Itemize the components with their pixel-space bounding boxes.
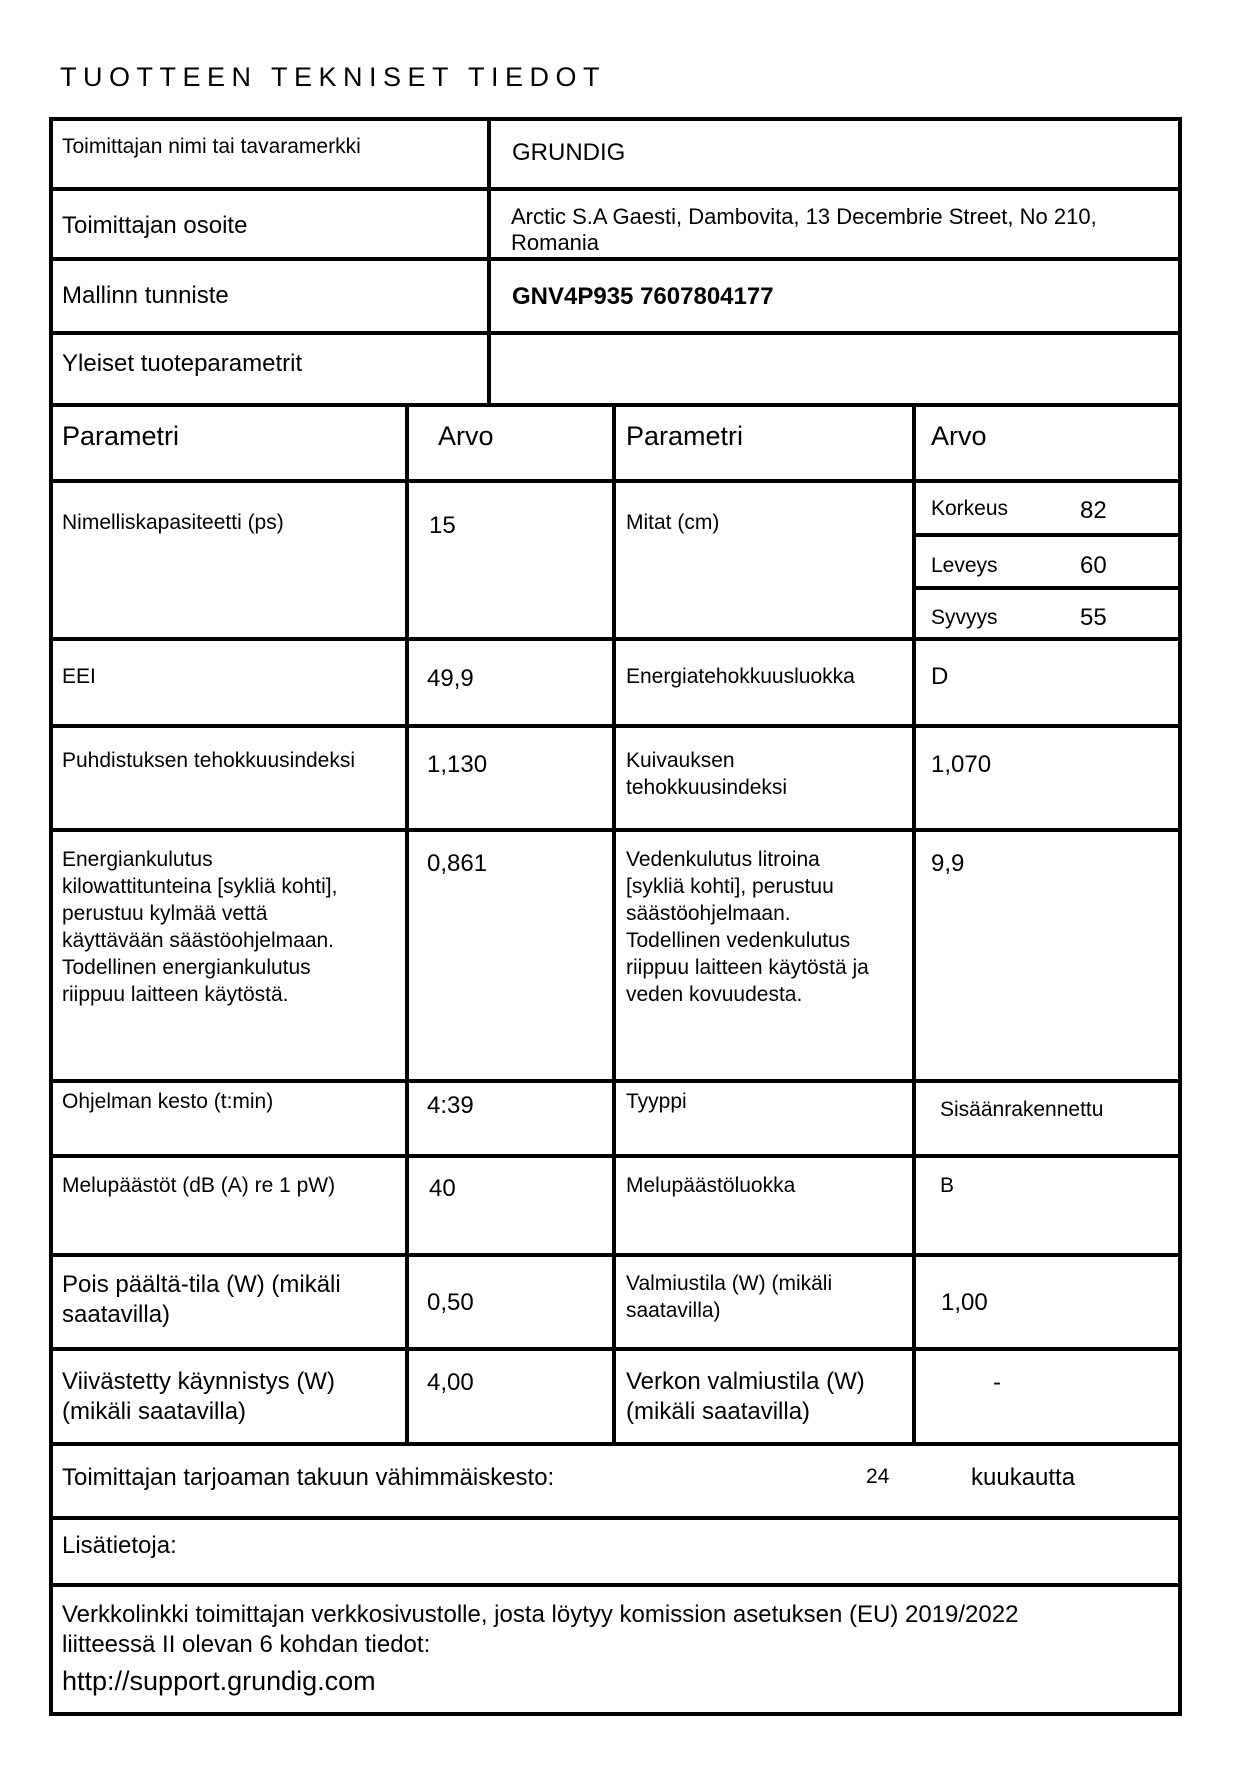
noise-class-label: Melupäästöluokka (626, 1174, 796, 1197)
water-consumption-label-1: Vedenkulutus litroina (626, 848, 820, 871)
eei-value: 49,9 (427, 665, 474, 692)
program-duration-value: 4:39 (427, 1092, 474, 1119)
column-divider (612, 403, 616, 1446)
depth-value: 55 (1080, 604, 1107, 631)
drying-index-value: 1,070 (931, 751, 992, 778)
energy-class-label: Energiatehokkuusluokka (626, 665, 855, 688)
weblink-text-line1: Verkkolinkki toimittajan verkkosivustolle, josta löytyy komission asetuksen (EU) 2019/2022 (62, 1601, 1019, 1628)
drying-index-label-1: Kuivauksen (626, 749, 735, 772)
energy-consumption-label-4: käyttävään säästöohjelmaan. (62, 929, 335, 952)
supplier-address-line2: Romania (511, 230, 600, 255)
row-divider (49, 257, 1182, 261)
warranty-label: Toimittajan tarjoaman takuun vähimmäiskesto: (62, 1464, 555, 1491)
row-divider (49, 1583, 1182, 1587)
row-divider (49, 1516, 1182, 1520)
general-parameters-label: Yleiset tuoteparametrit (62, 350, 303, 377)
off-mode-label-1: Pois päältä-tila (W) (mikäli (62, 1271, 341, 1298)
water-consumption-label-2: [sykliä kohti], perustuu (626, 875, 834, 898)
type-value: Sisäänrakennettu (940, 1098, 1104, 1121)
capacity-value: 15 (429, 512, 456, 539)
supplier-address-line1: Arctic S.A Gaesti, Dambovita, 13 Decembrie Street, No 210, (511, 204, 1097, 229)
network-standby-label-2: (mikäli saatavilla) (626, 1398, 811, 1425)
row-divider (914, 533, 1182, 537)
dims-label: Mitat (cm) (626, 511, 720, 534)
delayed-start-label-2: (mikäli saatavilla) (62, 1398, 247, 1425)
cleaning-index-label: Puhdistuksen tehokkuusindeksi (62, 749, 356, 772)
eei-label: EEI (62, 665, 96, 688)
width-label: Leveys (931, 554, 998, 577)
cleaning-index-value: 1,130 (427, 751, 488, 778)
column-divider (405, 403, 409, 1446)
column-divider (487, 117, 491, 407)
network-standby-label-1: Verkon valmiustila (W) (626, 1368, 865, 1395)
water-consumption-label-3: säästöohjelmaan. (626, 902, 791, 925)
height-label: Korkeus (931, 497, 1009, 520)
header-parameter-1: Parametri (62, 421, 180, 451)
energy-consumption-label-6: riippuu laitteen käytöstä. (62, 983, 289, 1006)
supplier-name-value: GRUNDIG (512, 139, 626, 166)
noise-emission-label: Melupäästöt (dB (A) re 1 pW) (62, 1174, 336, 1197)
energy-consumption-value: 0,861 (427, 850, 488, 877)
noise-emission-value: 40 (429, 1175, 456, 1202)
model-value: GNV4P935 7607804177 (512, 283, 774, 310)
water-consumption-label-5: riippuu laitteen käytöstä ja (626, 956, 869, 979)
warranty-value: 24 (866, 1465, 890, 1488)
header-value-2: Arvo (931, 421, 987, 451)
delayed-start-label-1: Viivästetty käynnistys (W) (62, 1368, 335, 1395)
water-consumption-value: 9,9 (931, 850, 965, 877)
capacity-label: Nimelliskapasiteetti (ps) (62, 511, 284, 534)
delayed-start-value: 4,00 (427, 1369, 474, 1396)
standby-value: 1,00 (941, 1289, 988, 1316)
model-label: Mallinn tunniste (62, 282, 229, 309)
energy-consumption-label-1: Energiankulutus (62, 848, 213, 871)
off-mode-label-2: saatavilla) (62, 1301, 171, 1328)
energy-consumption-label-2: kilowattitunteina [sykliä kohti], (62, 875, 338, 898)
energy-class-value: D (931, 663, 949, 690)
column-divider (912, 403, 916, 1446)
energy-consumption-label-3: perustuu kylmää vettä (62, 902, 268, 925)
network-standby-value: - (993, 1369, 1001, 1396)
page-title: TUOTTEEN TEKNISET TIEDOT (60, 62, 607, 92)
water-consumption-label-4: Todellinen vedenkulutus (626, 929, 851, 952)
warranty-unit: kuukautta (971, 1464, 1076, 1491)
standby-label-1: Valmiustila (W) (mikäli (626, 1272, 833, 1295)
row-divider (49, 331, 1182, 335)
height-value: 82 (1080, 497, 1107, 524)
depth-label: Syvyys (931, 606, 998, 629)
additional-info-label: Lisätietoja: (62, 1532, 177, 1559)
header-parameter-2: Parametri (626, 421, 744, 451)
energy-consumption-label-5: Todellinen energiankulutus (62, 956, 311, 979)
off-mode-value: 0,50 (427, 1289, 474, 1316)
header-value-1: Arvo (438, 421, 494, 451)
supplier-name-label: Toimittajan nimi tai tavaramerkki (62, 135, 361, 158)
program-duration-label: Ohjelman kesto (t:min) (62, 1090, 274, 1113)
supplier-address-label: Toimittajan osoite (62, 212, 248, 239)
water-consumption-label-6: veden kovuudesta. (626, 983, 803, 1006)
support-link[interactable]: http://support.grundig.com (62, 1666, 376, 1696)
width-value: 60 (1080, 552, 1107, 579)
weblink-text-line2: liitteessä II olevan 6 kohdan tiedot: (62, 1631, 431, 1658)
type-label: Tyyppi (626, 1090, 687, 1113)
noise-class-value: B (940, 1174, 955, 1197)
standby-label-2: saatavilla) (626, 1299, 721, 1322)
drying-index-label-2: tehokkuusindeksi (626, 776, 788, 799)
row-divider (49, 187, 1182, 191)
row-divider (914, 586, 1182, 590)
